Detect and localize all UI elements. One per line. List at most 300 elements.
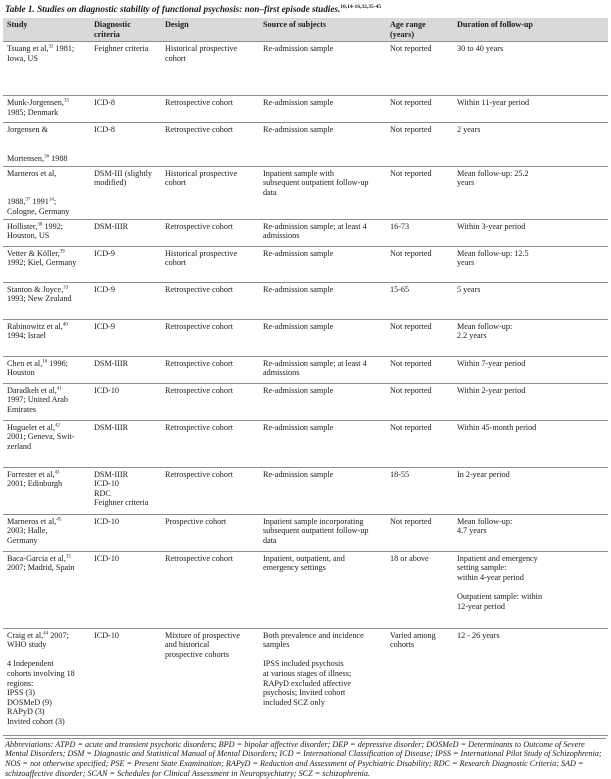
- study-line: [7, 222, 86, 232]
- design-line: Retrospective cohort: [165, 422, 233, 432]
- source-line: Inpatient sample incorporating: [263, 516, 364, 526]
- cell-design: [161, 219, 259, 246]
- criteria-line: Feighner criteria: [94, 498, 149, 508]
- cell-age: [386, 246, 453, 282]
- cell-duration: [453, 551, 608, 628]
- study-line: [7, 258, 86, 268]
- cell-design: [161, 467, 259, 514]
- cell-source: [259, 123, 386, 166]
- duration-line: Mean follow-up:: [457, 321, 513, 331]
- study-text: 1991: [30, 197, 49, 207]
- source-line: Re-admission sample; at least 4: [263, 358, 367, 368]
- cell-age: [386, 383, 453, 420]
- cell-design: [161, 42, 259, 96]
- criteria-line: Feighner criteria: [94, 44, 149, 54]
- table-row: [3, 282, 608, 319]
- study-line: [7, 640, 86, 650]
- source-line: Re-admission sample; at least 4: [263, 221, 367, 231]
- design-line: Retrospective cohort: [165, 553, 233, 563]
- study-text: 1996;: [47, 358, 68, 368]
- age-line: Not reported: [390, 168, 432, 178]
- design-line: Retrospective cohort: [165, 221, 233, 231]
- cell-criteria: [90, 219, 161, 246]
- duration-line: within 4-year period: [457, 572, 524, 582]
- criteria-line: ICD-9: [94, 248, 115, 258]
- cell-study: [3, 319, 90, 356]
- cell-design: [161, 551, 259, 628]
- design-line: Retrospective cohort: [165, 321, 233, 331]
- cell-study: [3, 166, 90, 219]
- cell-design: [161, 383, 259, 420]
- design-line: Retrospective cohort: [165, 125, 233, 135]
- study-line: [7, 563, 86, 573]
- cell-design: [161, 96, 259, 123]
- source-line: at various stages of illness;: [263, 668, 352, 678]
- caption-refs: 10,14-16,32,35-45: [340, 3, 382, 10]
- source-line: Re-admission sample: [263, 284, 334, 294]
- cell-design: [161, 166, 259, 219]
- cell-age: [386, 319, 453, 356]
- cell-duration: [453, 467, 608, 514]
- study-line: [7, 285, 86, 295]
- table-row: [3, 166, 608, 219]
- reference-superscript: 42: [54, 422, 60, 428]
- design-line: Historical prospective: [165, 168, 238, 178]
- cell-source: [259, 96, 386, 123]
- table-row: [3, 319, 608, 356]
- study-line: [7, 679, 86, 689]
- reference-superscript: 35: [63, 98, 69, 104]
- cell-study: [3, 123, 90, 166]
- source-line: [263, 650, 382, 660]
- study-text: Stanton & Joyce,: [7, 284, 64, 294]
- table-row: [3, 551, 608, 628]
- age-line: 15-65: [390, 284, 410, 294]
- cell-design: [161, 282, 259, 319]
- cell-source: [259, 383, 386, 420]
- study-line: [7, 322, 86, 332]
- criteria-line: ICD-9: [94, 284, 115, 294]
- cell-source: [259, 319, 386, 356]
- age-line: 18-55: [390, 469, 410, 479]
- study-text: 2001; Geneva, Swit-: [7, 432, 75, 442]
- cell-age: [386, 219, 453, 246]
- cell-source: [259, 246, 386, 282]
- source-line: Inpatient, outpatient, and: [263, 553, 345, 563]
- duration-line: 2.2 years: [457, 331, 487, 341]
- cell-duration: [453, 166, 608, 219]
- duration-line: Outpatient sample: within: [457, 591, 543, 601]
- cell-age: [386, 551, 453, 628]
- source-line: included SCZ only: [263, 697, 325, 707]
- studies-table: [3, 18, 608, 736]
- age-line: Not reported: [390, 516, 432, 526]
- study-line: [7, 432, 86, 442]
- cell-source: [259, 42, 386, 96]
- reference-superscript: 41: [56, 385, 62, 391]
- design-line: Mixture of prospective: [165, 630, 241, 640]
- cell-source: [259, 628, 386, 735]
- study-text: Munk-Jorgensen,: [7, 98, 64, 108]
- cell-criteria: [90, 42, 161, 96]
- cell-design: [161, 123, 259, 166]
- design-line: cohort: [165, 178, 186, 188]
- cell-study: [3, 420, 90, 467]
- cell-source: [259, 514, 386, 551]
- study-text: Invited cohort (3): [7, 716, 65, 726]
- cell-criteria: [90, 319, 161, 356]
- cell-duration: [453, 123, 608, 166]
- table-row: [3, 514, 608, 551]
- cell-study: [3, 356, 90, 383]
- cell-design: [161, 420, 259, 467]
- source-line: samples: [263, 640, 290, 650]
- age-line: Not reported: [390, 321, 432, 331]
- cell-design: [161, 514, 259, 551]
- design-line: prospective cohorts: [165, 649, 229, 659]
- age-line: Not reported: [390, 385, 432, 395]
- duration-line: 4.7 years: [457, 526, 487, 536]
- criteria-line: ICD-8: [94, 125, 115, 135]
- cell-criteria: [90, 551, 161, 628]
- study-line: [7, 423, 86, 433]
- study-text: Craig et al,: [7, 630, 44, 640]
- study-line: [7, 359, 86, 369]
- duration-line: 12 - 26 years: [457, 630, 500, 640]
- duration-line: Within 11-year period: [457, 98, 530, 108]
- study-text: 1981;: [53, 44, 75, 54]
- source-line: Inpatient sample with: [263, 168, 334, 178]
- study-text: 2007; Madrid, Spain: [7, 563, 75, 573]
- cell-age: [386, 628, 453, 735]
- study-line: [7, 479, 86, 489]
- cell-study: [3, 467, 90, 514]
- source-line: RAPyD excluded affective: [263, 678, 352, 688]
- study-text: 1988,: [7, 197, 26, 207]
- cell-criteria: [90, 514, 161, 551]
- header-study: Study: [3, 18, 90, 42]
- header-design: Design: [161, 18, 259, 42]
- cell-criteria: [90, 628, 161, 735]
- source-line: IPSS included psychosis: [263, 659, 344, 669]
- study-line: [7, 294, 86, 304]
- duration-line: years: [457, 178, 475, 188]
- cell-age: [386, 420, 453, 467]
- table-row: [3, 246, 608, 282]
- duration-line: years: [457, 258, 475, 268]
- duration-line: 12-year period: [457, 601, 505, 611]
- cell-duration: [453, 383, 608, 420]
- reference-superscript: 40: [62, 321, 68, 327]
- duration-line: In 2-year period: [457, 469, 510, 479]
- duration-line: Mean follow-up: 12.5: [457, 248, 529, 258]
- design-line: cohort: [165, 258, 186, 268]
- study-line: [7, 154, 86, 164]
- study-line: [7, 698, 86, 708]
- table-row: [3, 628, 608, 735]
- study-line: [7, 368, 86, 378]
- duration-line: Within 45-month period: [457, 422, 537, 432]
- source-line: Re-admission sample: [263, 469, 334, 479]
- study-text: Mortensen,: [7, 153, 45, 163]
- reference-superscript: 39: [59, 248, 65, 254]
- study-line: [7, 197, 86, 207]
- cell-age: [386, 123, 453, 166]
- criteria-line: ICD-10: [94, 516, 120, 526]
- cell-criteria: [90, 246, 161, 282]
- study-line: [7, 536, 86, 546]
- study-text: Forrester et al,: [7, 469, 55, 479]
- study-line: [7, 386, 86, 396]
- cell-source: [259, 356, 386, 383]
- header-row: [3, 18, 608, 42]
- source-line: psychosis; Invited cohort: [263, 688, 346, 698]
- source-line: Both prevalence and incidence: [263, 630, 364, 640]
- study-line: [7, 207, 86, 217]
- reference-superscript: 44: [43, 630, 49, 636]
- cell-criteria: [90, 96, 161, 123]
- reference-superscript: 38: [37, 221, 43, 227]
- source-line: Re-admission sample: [263, 125, 334, 135]
- abbreviations-footnote: Abbreviations: ATPD = acute and transient psychotic disorders; BPD = bipolar affective disorder; DEP = depressive disorder; DOSMeD = Determinants to Outcome of Severe Mental Disorders; DSM = Diagnostic and Statistical Manual of Mental Disorders; ICD = International Classification of Disease; IPSS = International Pilot Study of Schizophrenia; NOS = not otherwise specified; PSE = Present State Examination; RAPyD = Reduction and Assessment of Psychiatric Disability; RDC = Research Diagnostic Criteria; SAD = schizoaffective disorder; SCAN = Schedules for Clinical Assessment in Neuropsychiatry; SCZ = schizophrenia.: [5, 738, 606, 779]
- study-line: [7, 395, 86, 405]
- study-line: [7, 44, 86, 54]
- reference-superscript: 37: [25, 197, 31, 203]
- study-line: [7, 659, 86, 669]
- duration-line: Within 7-year period: [457, 358, 526, 368]
- criteria-line: ICD-9: [94, 321, 115, 331]
- cell-duration: [453, 628, 608, 735]
- source-line: emergency settings: [263, 563, 326, 573]
- table-row: [3, 356, 608, 383]
- criteria-line: ICD-8: [94, 98, 115, 108]
- age-line: Not reported: [390, 44, 432, 54]
- study-text: 1985; Denmark: [7, 107, 59, 117]
- study-text: IPSS (3): [7, 688, 35, 698]
- cell-study: [3, 514, 90, 551]
- reference-superscript: 33: [63, 284, 69, 290]
- study-line: [7, 178, 86, 188]
- cell-duration: [453, 42, 608, 96]
- study-text: 1994; Israel: [7, 331, 46, 341]
- header-age: Age range (years): [386, 18, 453, 42]
- cell-age: [386, 42, 453, 96]
- study-line: [7, 54, 86, 64]
- table-row: [3, 123, 608, 166]
- study-line: [7, 98, 86, 108]
- source-line: admissions: [263, 368, 300, 378]
- study-line: [7, 650, 86, 660]
- design-line: Retrospective cohort: [165, 98, 233, 108]
- cell-criteria: [90, 383, 161, 420]
- study-text: Houston, US: [7, 231, 50, 241]
- study-line: [7, 144, 86, 154]
- study-text: 1992; Kiel, Germany: [7, 258, 77, 268]
- age-line: Not reported: [390, 422, 432, 432]
- criteria-line: DSM-IIIR: [94, 422, 129, 432]
- design-line: cohort: [165, 53, 186, 63]
- cell-source: [259, 219, 386, 246]
- duration-line: setting sample:: [457, 563, 507, 573]
- source-line: subsequent outpatient follow-up: [263, 526, 369, 536]
- study-text: 4 Independent: [7, 659, 54, 669]
- age-line: Not reported: [390, 125, 432, 135]
- cell-duration: [453, 282, 608, 319]
- duration-line: Mean follow-up: 25.2: [457, 168, 529, 178]
- cell-criteria: [90, 123, 161, 166]
- study-text: Baca-Garcia et al,: [7, 553, 66, 563]
- reference-superscript: 32: [48, 44, 54, 50]
- criteria-line: ICD-10: [94, 630, 120, 640]
- cell-design: [161, 246, 259, 282]
- study-line: [7, 707, 86, 717]
- study-text: 1993; New Zealand: [7, 294, 72, 304]
- study-line: [7, 405, 86, 415]
- study-line: [7, 249, 86, 259]
- study-text: Daradkeh et al,: [7, 385, 57, 395]
- reference-superscript: 36: [44, 154, 50, 160]
- cell-duration: [453, 96, 608, 123]
- design-line: Historical prospective: [165, 248, 238, 258]
- age-line: 16-73: [390, 221, 410, 231]
- study-text: 2003; Halle,: [7, 526, 48, 536]
- duration-line: Within 2-year period: [457, 385, 526, 395]
- cell-design: [161, 628, 259, 735]
- study-text: RAPyD (3): [7, 707, 45, 717]
- header-source: Source of subjects: [259, 18, 386, 42]
- study-text: zerland: [7, 441, 32, 451]
- cell-age: [386, 166, 453, 219]
- design-line: Historical prospective: [165, 44, 238, 54]
- cell-study: [3, 282, 90, 319]
- criteria-line: ICD-10: [94, 385, 120, 395]
- reference-superscript: 45: [56, 516, 62, 522]
- study-line: [7, 188, 86, 198]
- design-line: and historical: [165, 640, 210, 650]
- cell-duration: [453, 356, 608, 383]
- study-line: [7, 470, 86, 480]
- cell-source: [259, 282, 386, 319]
- study-line: [7, 125, 86, 135]
- cell-duration: [453, 219, 608, 246]
- study-line: [7, 331, 86, 341]
- study-line: [7, 669, 86, 679]
- age-line: Varied among: [390, 630, 436, 640]
- source-line: subsequent outpatient follow-up: [263, 178, 369, 188]
- cell-criteria: [90, 166, 161, 219]
- study-line: [7, 231, 86, 241]
- table-row: [3, 219, 608, 246]
- age-line: Not reported: [390, 358, 432, 368]
- duration-line: Mean follow-up:: [457, 516, 513, 526]
- cell-design: [161, 319, 259, 356]
- cell-criteria: [90, 467, 161, 514]
- cell-age: [386, 282, 453, 319]
- design-line: Retrospective cohort: [165, 358, 233, 368]
- duration-line: [457, 582, 604, 592]
- study-text: WHO study: [7, 640, 47, 650]
- cell-age: [386, 514, 453, 551]
- study-text: Cologne, Germany: [7, 206, 70, 216]
- age-line: 18 or above: [390, 553, 429, 563]
- criteria-line: DSM-IIIR: [94, 469, 129, 479]
- source-line: Re-admission sample: [263, 248, 334, 258]
- cell-study: [3, 42, 90, 96]
- study-text: 2001; Edinburgh: [7, 479, 63, 489]
- cell-design: [161, 356, 259, 383]
- duration-line: 30 to 40 years: [457, 44, 504, 54]
- study-line: [7, 526, 86, 536]
- study-text: Huguelet et al,: [7, 422, 55, 432]
- age-line: cohorts: [390, 640, 415, 650]
- study-text: Emirates: [7, 404, 37, 414]
- design-line: Retrospective cohort: [165, 469, 233, 479]
- table-row: [3, 467, 608, 514]
- study-line: [7, 688, 86, 698]
- cell-age: [386, 356, 453, 383]
- duration-line: Inpatient and emergency: [457, 553, 538, 563]
- table-row: [3, 420, 608, 467]
- study-text: ;: [53, 197, 57, 207]
- study-text: 2007;: [48, 630, 69, 640]
- cell-duration: [453, 514, 608, 551]
- criteria-line: DSM-III (slightly: [94, 168, 152, 178]
- source-line: Re-admission sample: [263, 321, 334, 331]
- cell-study: [3, 219, 90, 246]
- cell-study: [3, 551, 90, 628]
- cell-criteria: [90, 282, 161, 319]
- table-body: [3, 42, 608, 735]
- criteria-line: modified): [94, 178, 127, 188]
- study-line: [7, 631, 86, 641]
- reference-superscript: 14: [48, 197, 54, 203]
- table-row: [3, 96, 608, 123]
- study-line: [7, 108, 86, 118]
- reference-superscript: 43: [54, 469, 60, 475]
- source-line: admissions: [263, 231, 300, 241]
- source-line: Re-admission sample: [263, 44, 334, 54]
- study-line: [7, 517, 86, 527]
- design-line: Retrospective cohort: [165, 284, 233, 294]
- source-line: data: [263, 187, 277, 197]
- table-caption: [5, 3, 608, 15]
- cell-criteria: [90, 356, 161, 383]
- study-text: cohorts involving 18: [7, 668, 75, 678]
- cell-source: [259, 420, 386, 467]
- duration-line: 2 years: [457, 125, 481, 135]
- table-row: [3, 383, 608, 420]
- age-line: Not reported: [390, 98, 432, 108]
- study-text: Germany: [7, 535, 38, 545]
- cell-study: [3, 628, 90, 735]
- criteria-line: ICD-10: [94, 479, 120, 489]
- cell-age: [386, 96, 453, 123]
- study-text: 1988: [49, 153, 68, 163]
- source-line: Re-admission sample: [263, 385, 334, 395]
- criteria-line: ICD-10: [94, 553, 120, 563]
- header-criteria: Diagnostic criteria: [90, 18, 161, 42]
- cell-duration: [453, 319, 608, 356]
- study-text: DOSMeD (9): [7, 697, 52, 707]
- criteria-line: DSM-IIIR: [94, 358, 129, 368]
- study-text: 1992;: [42, 221, 64, 231]
- cell-source: [259, 551, 386, 628]
- reference-superscript: 15: [65, 553, 71, 559]
- cell-source: [259, 467, 386, 514]
- study-text: Vetter & Köller,: [7, 248, 60, 258]
- study-line: [7, 169, 86, 179]
- study-line: [7, 717, 86, 727]
